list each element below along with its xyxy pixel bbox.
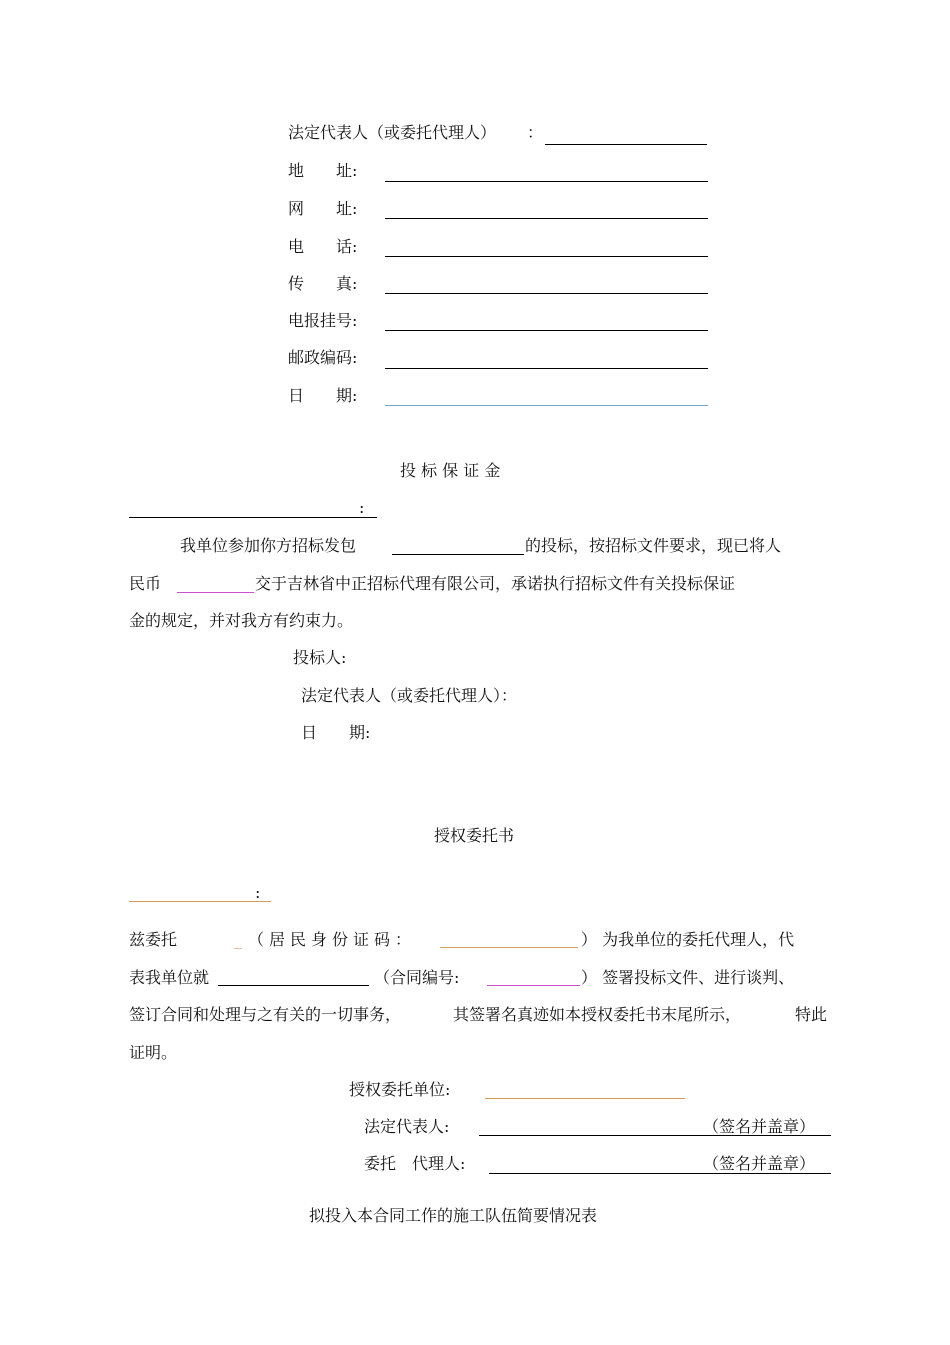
id-number-field[interactable] xyxy=(440,947,578,948)
auth-text-2a: 表我单位就 xyxy=(129,968,210,987)
phone-field[interactable] xyxy=(385,256,708,257)
website-label: 网 址: xyxy=(288,199,358,218)
authorizing-unit-field[interactable] xyxy=(485,1098,685,1099)
authorization-recipient-field[interactable] xyxy=(129,901,271,902)
authorizing-unit-label: 授权委托单位: xyxy=(349,1080,451,1099)
agent-sign-stamp-note: （签名并盖章） xyxy=(703,1154,816,1173)
auth-text-3b: 其签署名真迹如本授权委托书末尾所示， xyxy=(453,1005,742,1024)
website-field[interactable] xyxy=(385,218,708,219)
fax-field[interactable] xyxy=(385,293,708,294)
legal-rep-colon: ： xyxy=(527,123,544,142)
auth-text-1c: （居民身份证码： xyxy=(248,930,417,949)
bid-bond-text-2b: 交于吉林省中正招标代理有限公司，承诺执行招标文件有关投标保证 xyxy=(255,574,736,593)
project-field[interactable] xyxy=(392,554,524,555)
bid-bond-date-label: 日 期: xyxy=(301,723,371,742)
phone-label: 电 话: xyxy=(288,237,358,256)
legal-rep-field[interactable] xyxy=(545,144,707,145)
date-field[interactable] xyxy=(385,405,708,406)
postcode-label: 邮政编码: xyxy=(288,348,358,367)
auth-text-2b: （合同编号: xyxy=(374,968,460,987)
bid-bond-text-1a: 我单位参加你方招标发包 xyxy=(180,536,357,555)
date-label: 日 期: xyxy=(288,386,358,405)
telegram-label: 电报挂号: xyxy=(288,311,358,330)
auth-text-1d: ） 为我单位的委托代理人，代 xyxy=(581,930,795,949)
address-label: 地 址: xyxy=(288,161,358,180)
bid-bond-recipient-colon: : xyxy=(359,498,365,517)
fax-label: 传 真: xyxy=(288,274,358,293)
authorization-title: 授权委托书 xyxy=(434,826,515,845)
amount-field[interactable] xyxy=(177,592,254,593)
auth-text-1a: 兹委托 xyxy=(129,930,178,949)
postcode-field[interactable] xyxy=(385,368,708,369)
contract-number-field[interactable] xyxy=(487,985,580,986)
bid-bond-text-1b: 的投标，按招标文件要求，现已将人 xyxy=(525,536,782,555)
team-table-title: 拟投入本合同工作的施工队伍简要情况表 xyxy=(309,1206,598,1225)
auth-text-3c: 特此 xyxy=(795,1005,828,1024)
auth-text-4: 证明。 xyxy=(129,1043,178,1062)
auth-text-3a: 签订合同和处理与之有关的一切事务， xyxy=(129,1005,402,1024)
telegram-field[interactable] xyxy=(385,330,708,331)
auth-agent-label: 委托 代理人: xyxy=(364,1154,466,1173)
auth-text-2c: ） 签署投标文件、进行谈判、 xyxy=(581,968,795,987)
legal-rep-label: 法定代表人（或委托代理人） xyxy=(288,123,497,142)
address-field[interactable] xyxy=(385,181,708,182)
bid-bond-recipient-field[interactable] xyxy=(129,517,377,518)
agent-name-blank[interactable]: _ xyxy=(234,930,242,949)
bid-bond-legal-rep-label: 法定代表人（或委托代理人）： xyxy=(301,686,518,705)
project-name-field[interactable] xyxy=(218,985,369,986)
bid-bond-text-3: 金的规定，并对我方有约束力。 xyxy=(129,611,354,630)
bidder-label: 投标人: xyxy=(293,648,347,667)
legal-rep-sign-stamp-note: （签名并盖章） xyxy=(703,1117,816,1136)
auth-legal-rep-label: 法定代表人: xyxy=(364,1117,450,1136)
bid-bond-title: 投 标 保 证 金 xyxy=(400,461,501,480)
bid-bond-text-2a: 民币 xyxy=(129,574,162,593)
authorization-recipient-colon: : xyxy=(255,883,261,902)
